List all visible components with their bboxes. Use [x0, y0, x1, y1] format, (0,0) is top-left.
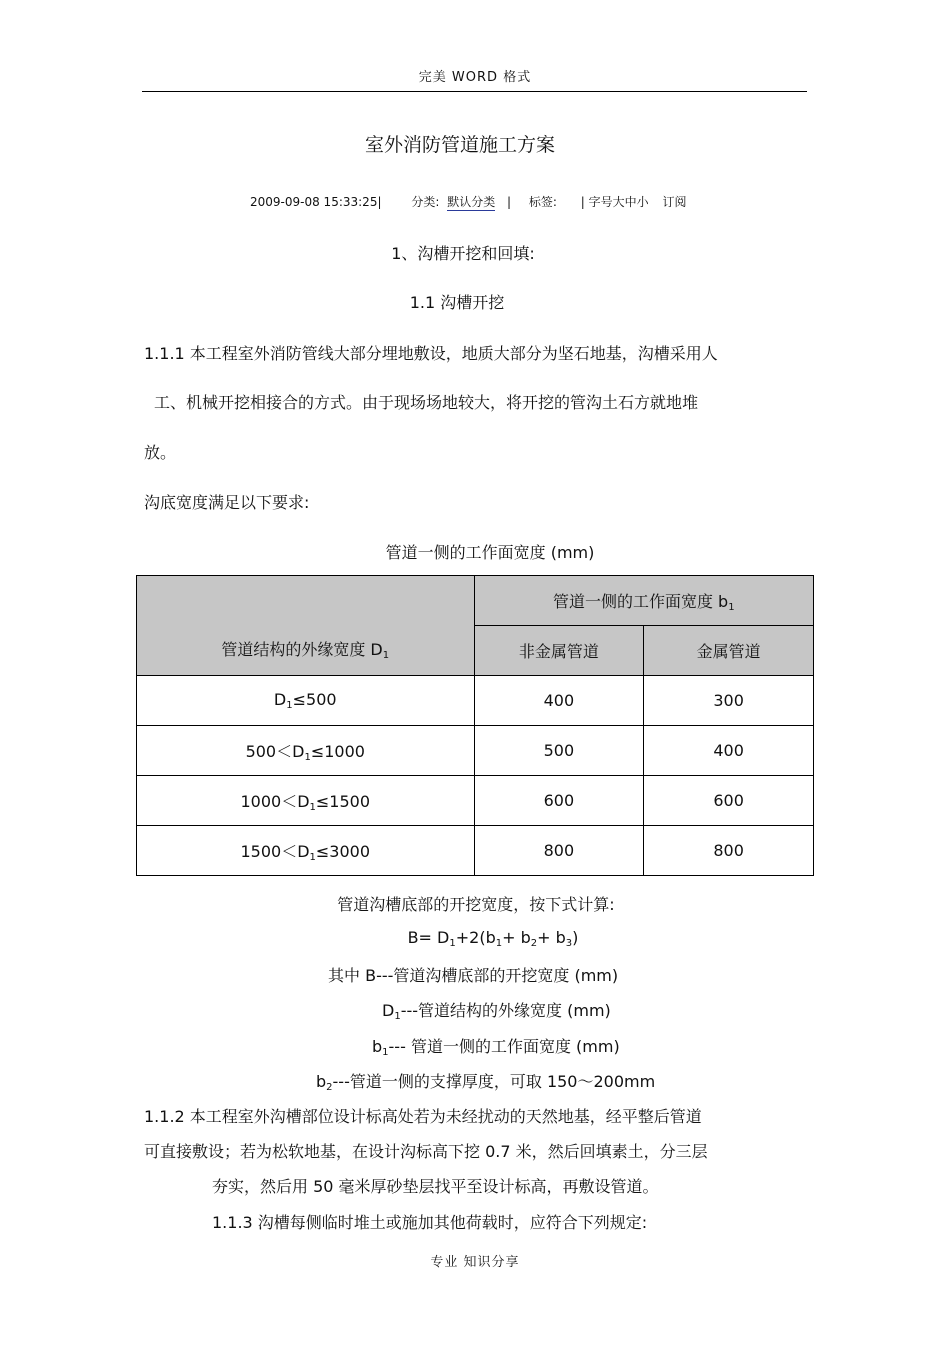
subscript: 1 — [286, 700, 293, 711]
page-header: 完美 WORD 格式 — [418, 70, 532, 85]
cell-nonmetal: 500 — [474, 726, 644, 776]
cell-range — [137, 776, 475, 826]
paragraph-1-1-2-line1: 1.1.2 本工程室外沟槽部位设计标高处若为未经扰动的天然地基，经平整后管道 — [144, 1107, 702, 1126]
cell-nonmetal: 800 — [474, 826, 644, 876]
range-text: ≤500 — [292, 690, 337, 709]
table-caption: 管道一侧的工作面宽度 (mm) — [385, 543, 595, 562]
table-header-row — [137, 576, 814, 626]
cell-nonmetal: 600 — [474, 776, 644, 826]
formula-intro: 管道沟槽底部的开挖宽度，按下式计算: — [337, 895, 615, 914]
range-text: 1000＜D — [240, 791, 310, 811]
section-heading-1: 1、沟槽开挖和回填: — [391, 244, 535, 263]
cell-range — [137, 676, 475, 726]
definition-B: 其中 B---管道沟槽底部的开挖宽度 (mm) — [328, 966, 619, 985]
equation-part: B= D — [407, 928, 450, 947]
cell-range — [137, 726, 475, 776]
header-metal-pipe: 金属管道 — [644, 626, 814, 676]
table-row — [137, 826, 814, 876]
subscript: 1 — [495, 938, 503, 949]
definition-b1 — [372, 1034, 620, 1058]
requirement-intro: 沟底宽度满足以下要求: — [144, 493, 310, 512]
post-meta — [250, 193, 687, 211]
definition-symbol: b — [316, 1072, 327, 1091]
definition-symbol: b — [372, 1037, 383, 1056]
cell-metal: 400 — [644, 726, 814, 776]
header-outer-width — [137, 576, 475, 676]
subscript: 1 — [309, 801, 316, 813]
header-divider — [142, 91, 807, 92]
equation-part: +2(b — [455, 928, 496, 947]
cell-metal: 600 — [644, 776, 814, 826]
document-title: 室外消防管道施工方案 — [364, 134, 555, 156]
paragraph-1-1-2-line2: 可直接敷设；若为松软地基，在设计沟标高下挖 0.7 米，然后回填素土，分三层 — [144, 1142, 708, 1161]
subscript: 1 — [309, 851, 316, 863]
table-row — [137, 676, 814, 726]
paragraph-1-1-1-line1: 1.1.1 本工程室外消防管线大部分埋地敷设，地质大部分为坚石地基，沟槽采用人 — [144, 344, 718, 363]
header-outer-width-label: 管道结构的外缘宽度 D — [221, 640, 383, 659]
subscript: 2 — [326, 1082, 333, 1093]
paragraph-1-1-2-line3: 夯实，然后用 50 毫米厚砂垫层找平至设计标高，再敷设管道。 — [212, 1177, 659, 1196]
cell-metal: 800 — [644, 826, 814, 876]
post-datetime: 2009-09-08 15:33:25| — [250, 195, 382, 209]
subscript: 1 — [304, 751, 311, 763]
definition-text: ---管道结构的外缘宽度 (mm) — [400, 1001, 611, 1020]
range-text: ≤3000 — [315, 841, 371, 861]
definition-symbol: D — [382, 1001, 395, 1020]
range-text: ≤1500 — [315, 791, 371, 811]
subscript: 1 — [382, 650, 390, 661]
subscribe-link[interactable]: 订阅 — [662, 195, 687, 209]
definition-D1 — [382, 998, 611, 1022]
subscript: 1 — [394, 1011, 401, 1022]
header-nonmetal-pipe: 非金属管道 — [474, 626, 644, 676]
definition-b2 — [316, 1069, 655, 1093]
range-text: D — [273, 690, 287, 709]
paragraph-1-1-1-line2: 工、机械开挖相接合的方式。由于现场场地较大，将开挖的管沟土石方就地堆 — [154, 393, 699, 412]
font-size-switch[interactable]: | 字号大中小 — [580, 195, 649, 209]
table-row — [137, 776, 814, 826]
equation-part: ) — [572, 928, 579, 947]
range-text: 1500＜D — [240, 841, 310, 861]
definition-text: --- 管道一侧的工作面宽度 (mm) — [388, 1037, 620, 1056]
tags-label: 标签: — [528, 195, 557, 209]
table-row — [137, 726, 814, 776]
equation-part: + b — [537, 928, 566, 947]
subscript: 3 — [565, 938, 573, 949]
header-work-width-label: 管道一侧的工作面宽度 b — [552, 591, 729, 611]
equation-part: + b — [502, 928, 531, 947]
meta-separator: | — [507, 195, 512, 209]
subscript: 1 — [728, 601, 735, 613]
definition-text: ---管道一侧的支撑厚度，可取 150～200mm — [332, 1072, 656, 1091]
range-text: ≤1000 — [310, 741, 365, 761]
paragraph-1-1-1-line3: 放。 — [144, 443, 177, 462]
subscript: 1 — [449, 938, 456, 949]
paragraph-1-1-3: 1.1.3 沟槽每侧临时堆土或施加其他荷载时，应符合下列规定: — [212, 1213, 648, 1232]
cell-range — [137, 826, 475, 876]
section-heading-1-1: 1.1 沟槽开挖 — [409, 293, 505, 312]
range-text: 500＜D — [245, 741, 305, 761]
subscript: 1 — [382, 1047, 389, 1058]
category-label: 分类: — [411, 195, 440, 209]
trench-width-table — [136, 575, 814, 876]
page-footer: 专业 知识分享 — [430, 1255, 520, 1270]
subscript: 2 — [530, 938, 538, 949]
header-work-width — [474, 576, 814, 626]
formula-equation — [0, 928, 950, 949]
category-link[interactable]: 默认分类 — [447, 195, 496, 209]
cell-nonmetal: 400 — [474, 676, 644, 726]
cell-metal: 300 — [644, 676, 814, 726]
